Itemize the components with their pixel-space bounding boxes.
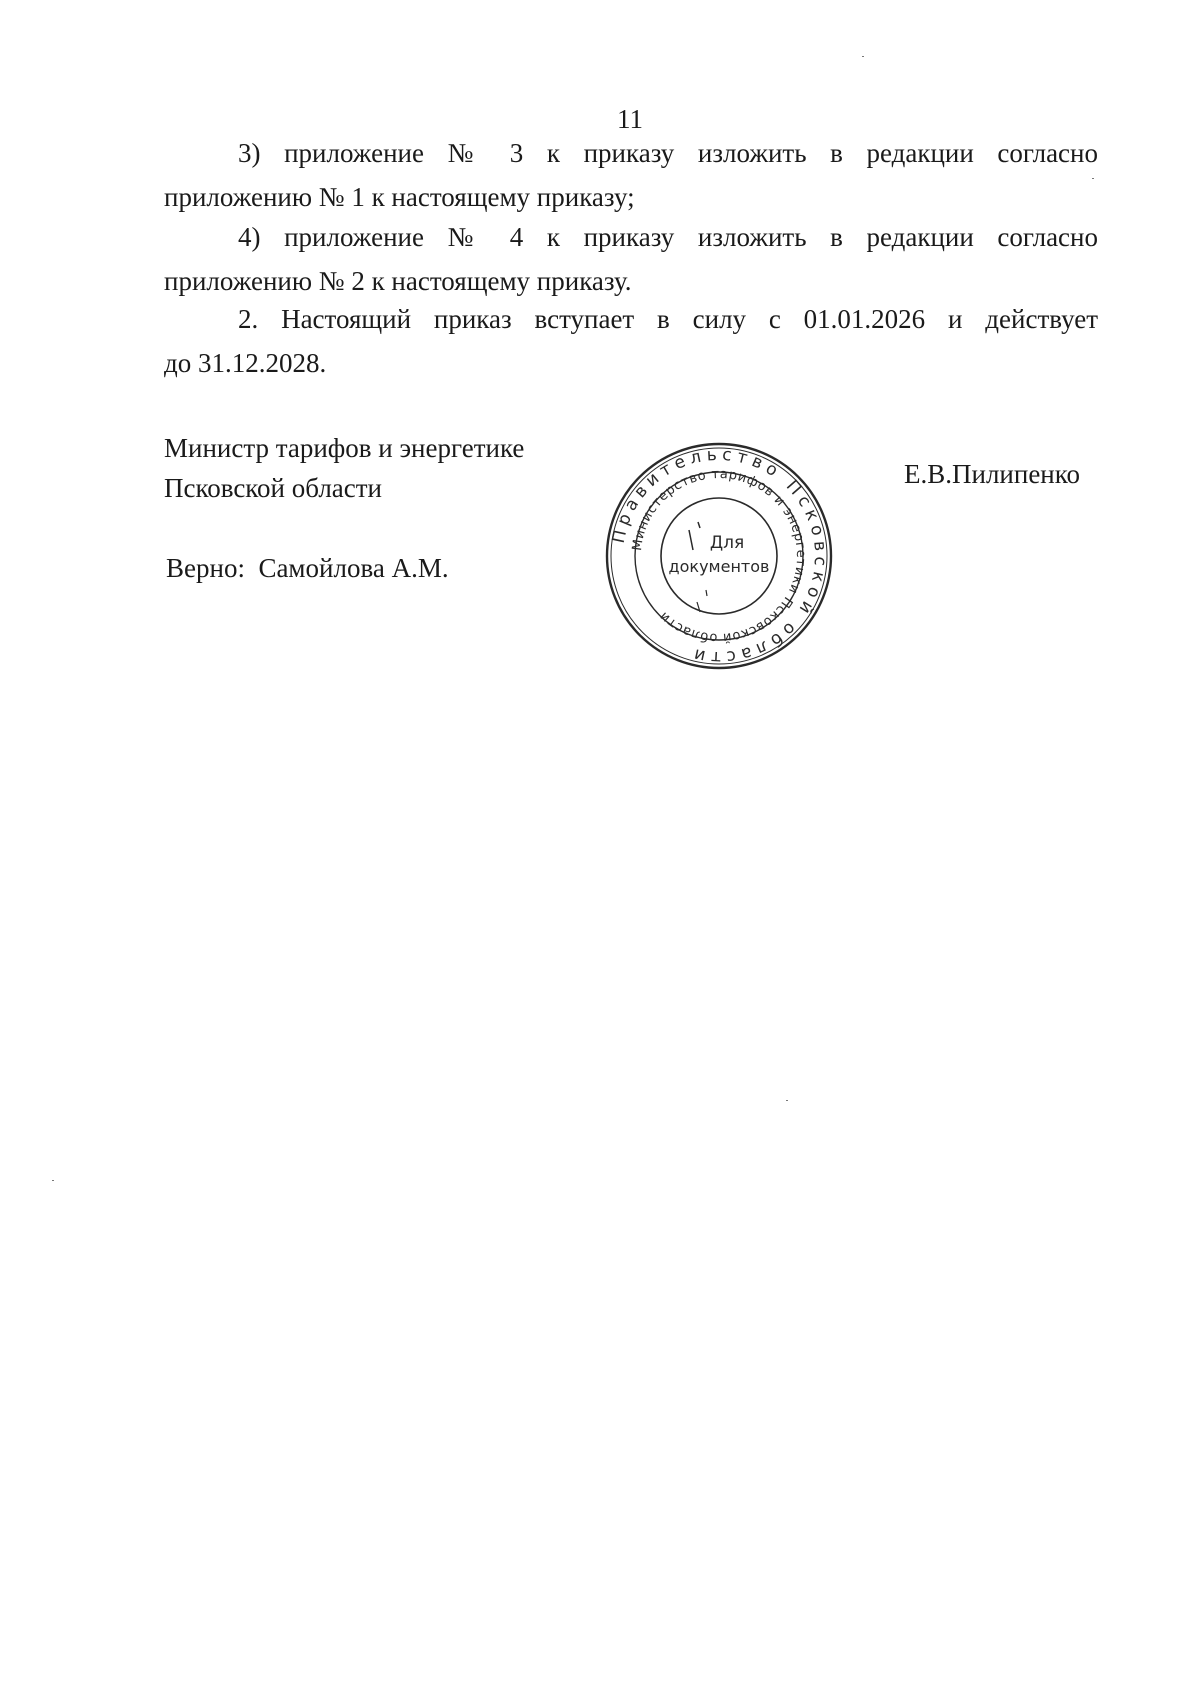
paragraph-continuation: приложению № 2 к настоящему приказу. [164, 266, 632, 296]
signatory-position-line1: Министр тарифов и энергетике [164, 433, 525, 463]
signatory-position [164, 428, 524, 508]
paragraph-item-3 [164, 131, 1098, 219]
scan-speck [862, 56, 864, 57]
seal-outer-text: Правительство Псковской области [608, 444, 831, 668]
signature-mark [697, 590, 707, 612]
signatory-position-line2: Псковской области [164, 473, 383, 503]
signature-mark [689, 522, 700, 550]
paragraph-item-4 [164, 215, 1098, 303]
seal-center-line1: Для [709, 533, 745, 553]
scan-speck [1092, 178, 1094, 179]
official-seal [603, 440, 835, 672]
svg-text:Министерство тарифов и энергет [630, 467, 808, 645]
paragraph-continuation: приложению № 1 к настоящему приказу; [164, 182, 635, 212]
certified-copy-note: Верно: Самойлова А.М. [166, 553, 449, 583]
signatory-name: Е.В.Пилипенко [904, 459, 1081, 489]
seal-inner-text: Министерство тарифов и энергетики Псковской области [630, 466, 809, 646]
scan-speck [52, 1180, 54, 1181]
paragraph-continuation: до 31.12.2028. [164, 348, 327, 378]
paragraph-clause-2 [164, 297, 1098, 385]
paragraph-first-line: 2. Настоящий приказ вступает в силу с 01.01.2026 и действует [238, 304, 1098, 334]
paragraph-first-line: 3) приложение № 3 к приказу изложить в редакции согласно [238, 138, 1098, 168]
scan-speck [786, 1100, 788, 1101]
page-number: 11 [617, 104, 643, 134]
paragraph-first-line: 4) приложение № 4 к приказу изложить в редакции согласно [238, 222, 1098, 252]
seal-center-line2: документов [668, 557, 770, 576]
